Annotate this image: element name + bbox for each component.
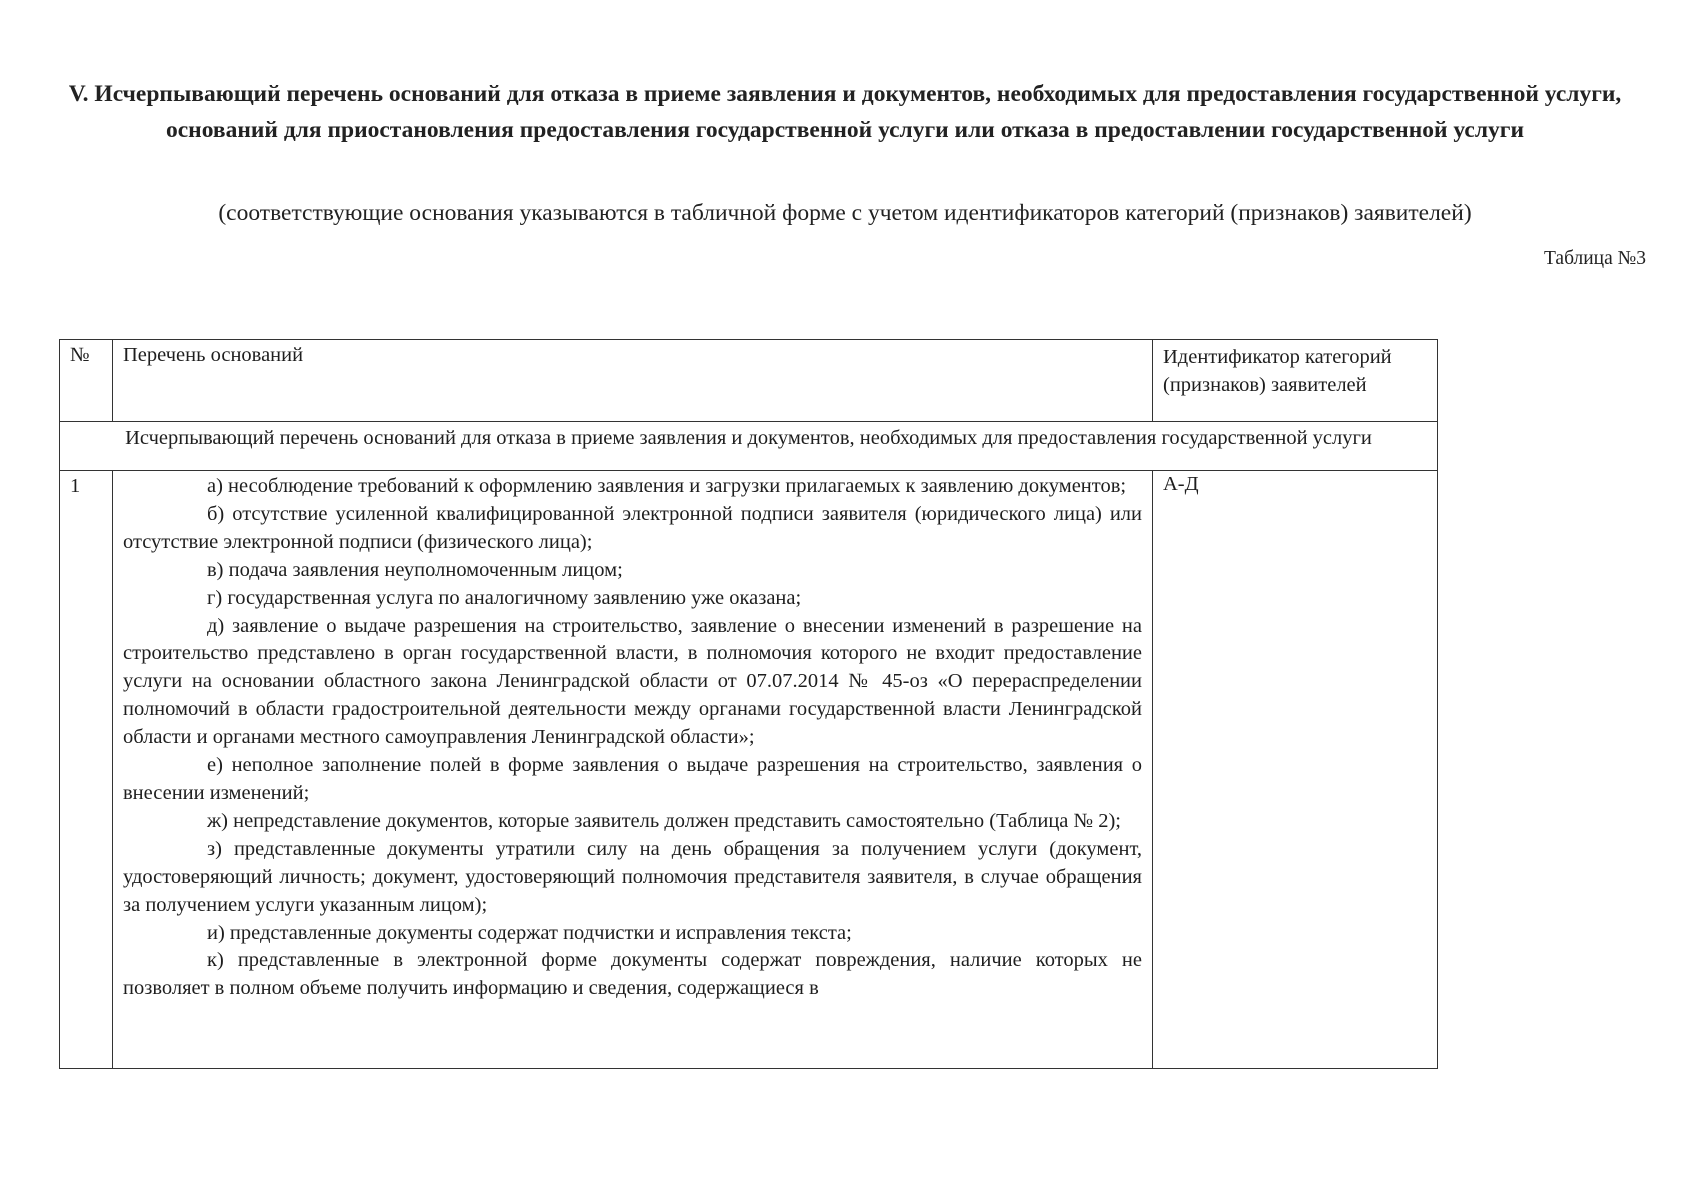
page-title: V. Исчерпывающий перечень оснований для отказа в приеме заявления и документов, необходимых для предоставления государственной услуги, оснований для приостановления предоставления государственной услуги или отказа в предоставлении государственной услуги (68, 81, 1622, 143)
header-identifier: Идентификатор категорий (признаков) заявителей (1153, 340, 1438, 422)
section-title: Исчерпывающий перечень оснований для отказа в приеме заявления и документов, необходимых для предоставления государственной услуги (60, 422, 1438, 471)
header-num: № (60, 340, 113, 422)
header-list: Перечень оснований (113, 340, 1153, 422)
row-num: 1 (60, 471, 113, 1069)
ground-item-v: в) подача заявления неуполномоченным лицом; (207, 558, 623, 581)
table-label: Таблица №3 (1543, 248, 1646, 269)
ground-item-zh: ж) непредставление документов, которые заявитель должен представить самостоятельно (Таблица № 2); (207, 809, 1121, 832)
row-identifier: А-Д (1153, 471, 1438, 1069)
ground-item-a: а) несоблюдение требований к оформлению заявления и загрузки прилагаемых к заявлению документов; (207, 475, 1127, 497)
ground-item-e: е) неполное заполнение полей в форме заявления о выдаче разрешения на строительство, заявления о внесении изменений; (123, 754, 1142, 804)
ground-item-d: д) заявление о выдаче разрешения на строительство, заявление о внесении изменений в разрешение на строительство представлено в орган государственной власти, в полномочия которого не входит предоставление услуги на основании областного закона Ленинградской области от 07.07.2014 № 45-оз «О перераспределении полномочий в области градостроительной деятельности между органами государственной власти Ленинградской области и органами местного самоуправления Ленинградской области»; (123, 614, 1142, 749)
section-row (60, 422, 1438, 471)
ground-item-g: г) государственная услуга по аналогичному заявлению уже оказана; (207, 586, 802, 609)
table-header-row (60, 340, 1438, 422)
table-row (60, 471, 1438, 1069)
page-subtitle: (соответствующие основания указываются в табличной форме с учетом идентификаторов категорий (признаков) заявителей) (218, 200, 1472, 226)
grounds-table (59, 339, 1438, 1069)
ground-item-b: б) отсутствие усиленной квалифицированной электронной подписи заявителя (юридического лица) или отсутствие электронной подписи (физического лица); (123, 502, 1142, 553)
ground-item-i: и) представленные документы содержат подчистки и исправления текста; (207, 921, 852, 944)
ground-item-z: з) представленные документы утратили силу на день обращения за получением услуги (документ, удостоверяющий личность; документ, удостоверяющий полномочия представителя заявителя, в случае обращения за получением услуги указанным лицом); (123, 837, 1142, 916)
row-grounds (113, 471, 1153, 1069)
ground-item-k: к) представленные в электронной форме документы содержат повреждения, наличие которых не позволяет в полном объеме получить информацию и сведения, содержащиеся в (123, 949, 1142, 1000)
